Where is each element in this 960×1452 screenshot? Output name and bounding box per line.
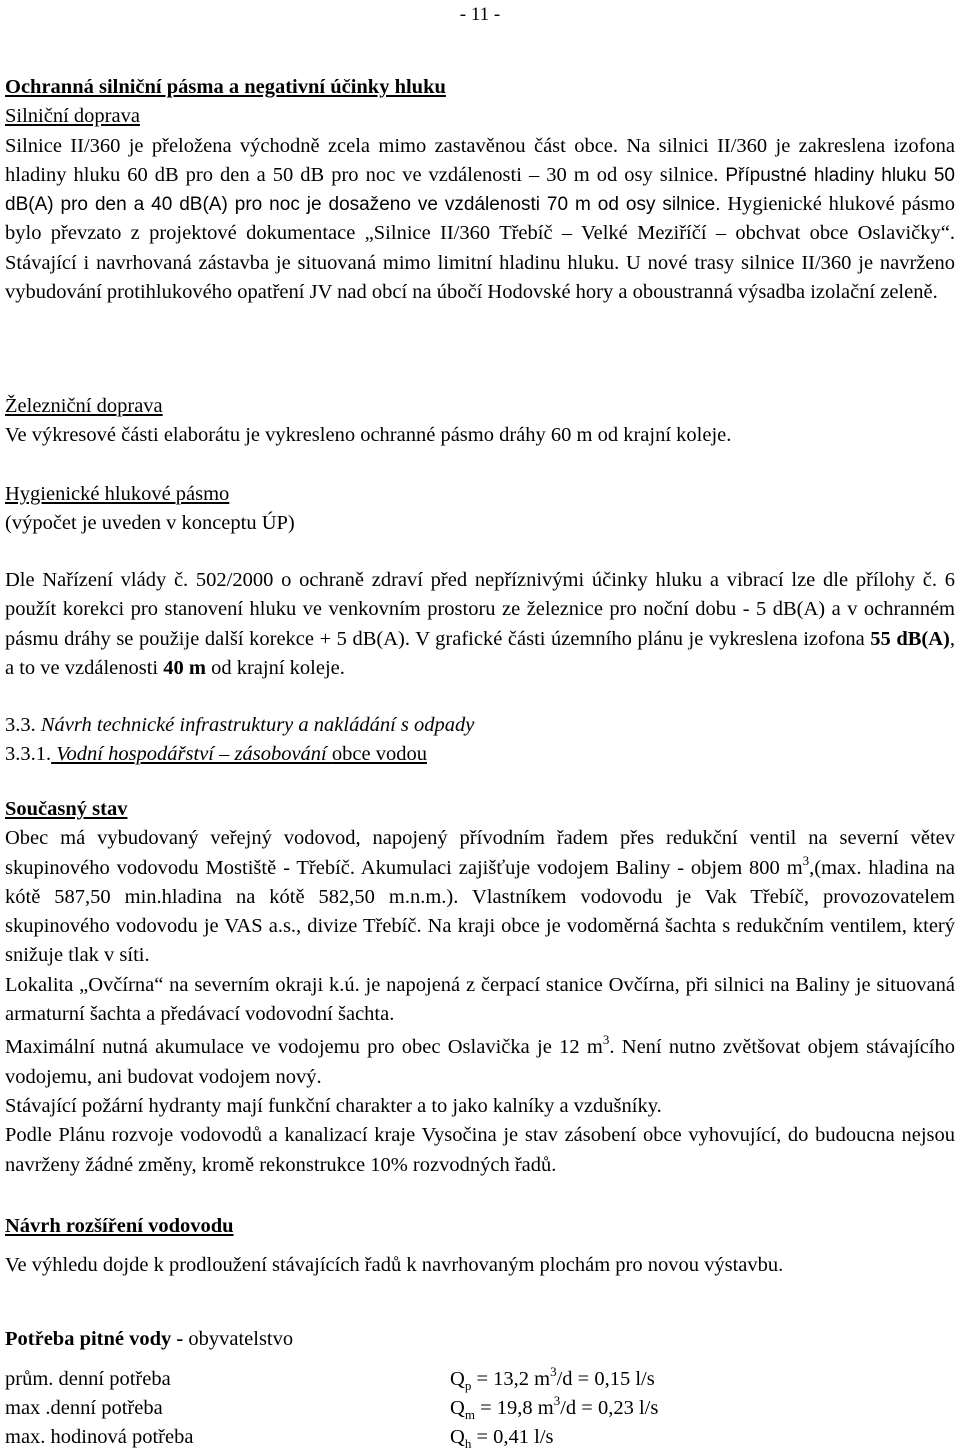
row-value: $Q_h = 0,41$ l/s [450,1426,554,1451]
current-text-4: Maximální nutná akumulace ve vodojemu pro obec Oslavička je 12 m [5,1036,603,1059]
table-row [5,1394,955,1423]
hygiene-text-b: , a to ve vzdálenosti [5,627,955,679]
section-3-3-title: Návrh technické infrastruktury a nakládání s odpady [35,714,475,736]
hygiene-note: (výpočet je uveden v konceptu ÚP) [5,512,295,534]
table-row [5,1423,955,1452]
road-text-3: Hygienické hlukové pásmo bylo převzato z projektové dokumentace „Silnice II/360 Třebíč – Velké Meziříčí – obchvat obce Oslavičky“. Stávající i navrhovaná zástavba je situovaná mimo limitní hladinu hluku. [5,193,955,274]
noise-section [5,73,955,307]
superscript-3: 3 [802,852,810,868]
section-3-3-number: 3.3. [5,714,36,736]
road-text-1: Silnice II/360 je přeložena východně zcela mimo zastavěnou část obce. Na silnici II/360 je zakreslena izofona hladiny hluku 60 dB pro den a 50 dB pro noc ve vzdálenosti – 30 m od osy silnice. [5,134,955,186]
rail-section [5,392,955,450]
current-state-paragraph-5: Podle Plánu rozvoje vodovodů a kanalizací kraje Vysočina je stav zásobení obce vyhovující, do budoucna nejsou navrženy žádné změny, kromě rekonstrukce 10% rozvodných řadů. [5,1124,955,1176]
proposal-section [5,1212,955,1281]
hygiene-title: Hygienické hlukové pásmo [5,483,230,505]
demand-title: Potřeba pitné vody - [5,1328,184,1350]
road-paragraph [5,132,955,308]
current-state-paragraph-3 [5,1033,955,1092]
current-state-paragraph-4: Stávající požární hydranty mají funkční charakter a to jako kalníky a vzdušníky. [5,1094,662,1117]
current-state-paragraph-1 [5,824,955,970]
row-label: prům. denní potřeba [5,1368,171,1390]
road-title: Silniční doprava [5,105,140,128]
row-value: $Q_m = 19,8$ $m^3/d = 0,23$ l/s [450,1393,659,1422]
distance-value: 40 m [163,656,206,679]
current-state-paragraph-2: Lokalita „Ovčírna“ na severním okraji k.ú. je napojená z čerpací stanice Ovčírna, při silnici na Baliny je situovaná armaturní šachta a předávací vodovodní šachta. [5,973,955,1026]
hygiene-text-a: Dle Nařízení vlády č. 502/2000 o ochraně zdraví před nepříznivými účinky hluku a vibrací lze dle přílohy č. 6 použít korekci pro stanovení hluku ve venkovním prostoru ze železnice pro noční dobu - 5 dB(A) a v ochranném pásmu dráhy se použije další korekce + 5 dB(A). V grafické části územního plánu je vykreslena izofona [5,569,955,650]
superscript-3b: 3 [602,1032,610,1048]
current-state-section [5,795,955,1180]
demand-table [5,1365,955,1452]
section-3-3-1-number: 3.3.1. [5,743,52,765]
section-3-3-1-title-italic: Vodní hospodářství – zásobování [51,743,332,765]
page-number: - 11 - [459,4,501,25]
row-value: $Q_p = 13,2$ $m^3/d = 0,15$ l/s [450,1364,655,1393]
hygiene-paragraph [5,566,955,683]
hygiene-text-c: od krajní koleje. [205,656,345,679]
road-text-2: Přípustné hladiny hluku 50 dB(A) pro den a 40 dB(A) pro noc je dosaženo ve vzdálenosti 70 m od osy silnice. [5,164,955,216]
proposal-text: Ve výhledu dojde k prodloužení stávajících řadů k navrhovaným plochám pro novou výstavbu. [5,1254,784,1277]
current-text-5: . Není nutno zvětšovat objem stávajícího vodojemu, ani budovat vodojem nový. [5,1036,955,1088]
rail-title: Železniční doprava [5,395,163,417]
current-text-1: Obec má vybudovaný veřejný vodovod, napojený přívodním řadem přes redukční ventil na severní větev skupinového vodovodu Mostiště - Třebíč. Akumulaci zajišťuje vodojem Baliny - objem 800 m [5,827,955,879]
row-label: max .denní potřeba [5,1397,163,1419]
demand-heading [5,1325,955,1354]
noise-heading: Ochranná silniční pásma a negativní účinky hluku [5,76,446,98]
section-3-3-1-title-rest: obce vodou [331,743,427,765]
row-label: max. hodinová potřeba [5,1426,194,1448]
isophone-value: 55 dB(A) [870,627,950,650]
current-text-2: ,(max. hladina na kótě 587,50 min.hladina na kótě 582,50 m.n.m.). Vlastníkem vodovodu je Vak Třebíč, provozovatelem skupinového vodovodu je VAS a.s., divize Třebíč. Na kraji obce je vodoměrná šachta s redukčním ventilem, který snižuje tlak v síti. [5,856,955,967]
road-text-4: U nové trasy silnice II/360 je navrženo vybudování protihlukového opatření JV nad obcí na úbočí Hodovské hory a oboustranná výsadba izolační zeleně. [5,251,955,304]
rail-text: Ve výkresové části elaborátu je vykresleno ochranné pásmo dráhy 60 m od krajní koleje. [5,424,732,446]
table-row [5,1365,955,1394]
section-3-3-heading [5,711,955,740]
proposal-title: Návrh rozšíření vodovodu [5,1215,234,1237]
section-3-3-1-heading [5,740,955,769]
hygiene-section [5,480,955,538]
demand-subtitle: obyvatelstvo [183,1328,294,1350]
current-state-title: Současný stav [5,798,128,820]
